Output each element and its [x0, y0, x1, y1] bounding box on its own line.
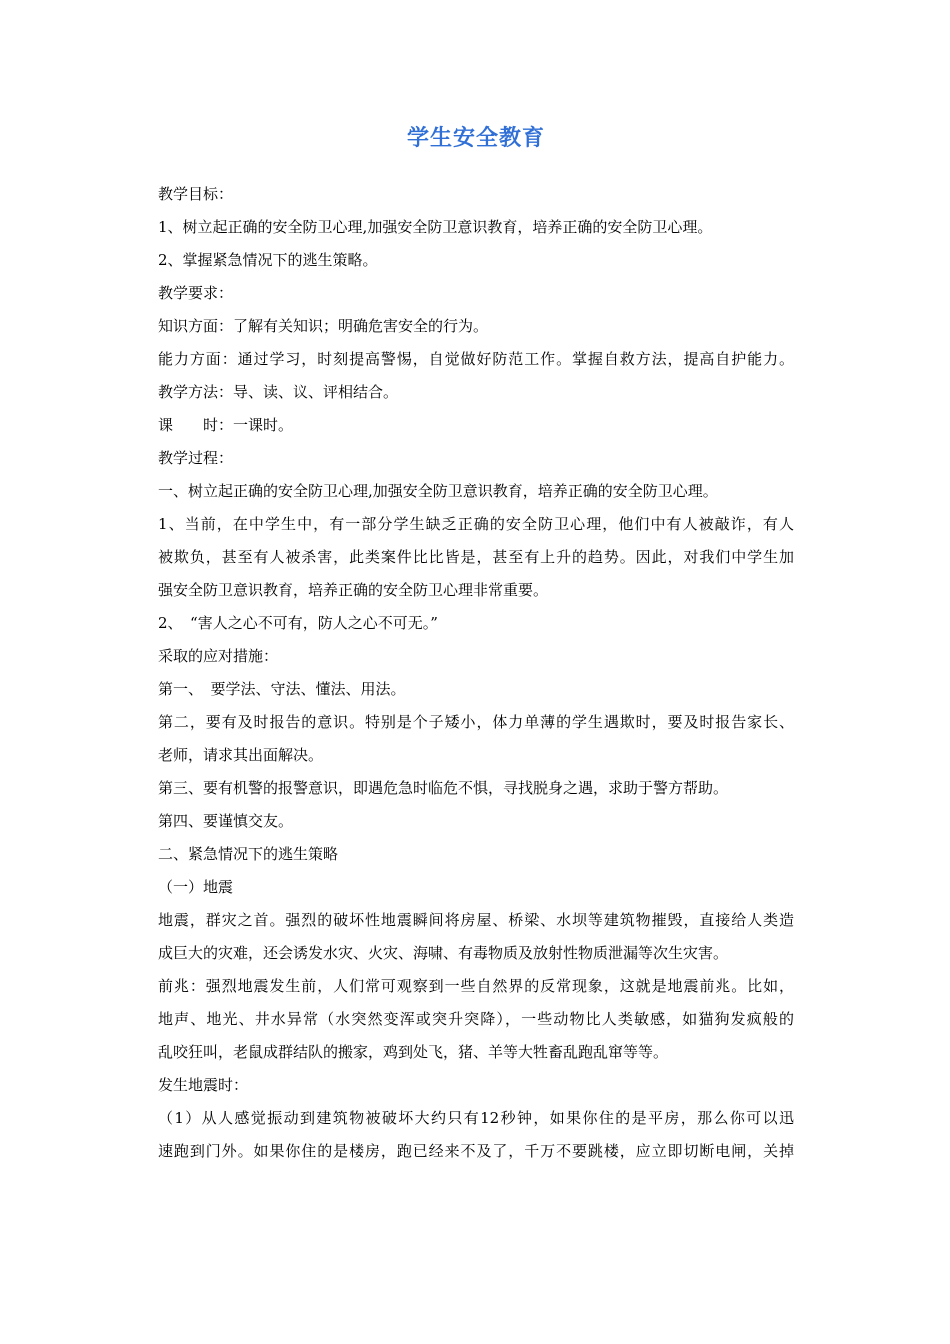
- paragraph-line: 教学方法：导、读、议、评相结合。: [158, 383, 399, 401]
- paragraph-line: 强安全防卫意识教育，培养正确的安全防卫心理非常重要。: [158, 581, 549, 599]
- paragraph-line: 地震，群灾之首。强烈的破坏性地震瞬间将房屋、桥梁、水坝等建筑物摧毁，直接给人类造: [158, 911, 794, 929]
- paragraph-line: 二、紧急情况下的逃生策略: [158, 845, 339, 863]
- paragraph-line: 前兆：强烈地震发生前，人们常可观察到一些自然界的反常现象，这就是地震前兆。比如，: [158, 977, 794, 995]
- paragraph-line: 第四、要谨慎交友。: [158, 812, 294, 830]
- paragraph-line: （一）地震: [158, 878, 234, 896]
- paragraph-line: 1、树立起正确的安全防卫心理,加强安全防卫意识教育，培养正确的安全防卫心理。: [158, 218, 713, 236]
- paragraph-line: 教学过程：: [158, 449, 234, 467]
- paragraph-line: 课 时：一课时。: [158, 416, 294, 434]
- paragraph-line: 一、树立起正确的安全防卫心理,加强安全防卫意识教育，培养正确的安全防卫心理。: [158, 482, 718, 500]
- paragraph-line: 地声、地光、井水异常（水突然变浑或突升突降），一些动物比人类敏感，如猫狗发疯般的: [158, 1010, 794, 1028]
- paragraph-line: 速跑到门外。如果你住的是楼房，跑已经来不及了，千万不要跳楼，应立即切断电闸，关掉: [158, 1142, 794, 1160]
- paragraph-line: （1）从人感觉振动到建筑物被破坏大约只有12秒钟，如果你住的是平房，那么你可以迅: [158, 1109, 794, 1127]
- paragraph-line: 教学要求：: [158, 284, 234, 302]
- paragraph-line: 第三、要有机警的报警意识，即遇危急时临危不惧，寻找脱身之遇，求助于警方帮助。: [158, 779, 729, 797]
- paragraph-line: 被欺负，甚至有人被杀害，此类案件比比皆是，甚至有上升的趋势。因此，对我们中学生加: [158, 548, 794, 566]
- paragraph-line: 老师，请求其出面解决。: [158, 746, 324, 764]
- paragraph-line: 2、 “害人之心不可有，防人之心不可无。”: [158, 614, 438, 632]
- paragraph-line: 采取的应对措施：: [158, 647, 279, 665]
- paragraph-line: 知识方面：了解有关知识；明确危害安全的行为。: [158, 317, 489, 335]
- document-body: [158, 178, 794, 1168]
- paragraph-line: 2、掌握紧急情况下的逃生策略。: [158, 251, 378, 269]
- paragraph-line: 第一、 要学法、守法、懂法、用法。: [158, 680, 406, 698]
- paragraph-line: 第二，要有及时报告的意识。特别是个子矮小，体力单薄的学生遇欺时，要及时报告家长、: [158, 713, 794, 731]
- paragraph-line: 能力方面：通过学习，时刻提高警惕，自觉做好防范工作。掌握自救方法，提高自护能力。: [158, 350, 794, 368]
- document-title: 学生安全教育: [406, 125, 545, 151]
- paragraph-line: 1、当前，在中学生中，有一部分学生缺乏正确的安全防卫心理，他们中有人被敲诈，有人: [158, 515, 794, 533]
- paragraph-line: 成巨大的灾难，还会诱发水灾、火灾、海啸、有毒物质及放射性物质泄漏等次生灾害。: [158, 944, 729, 962]
- paragraph-line: 教学目标：: [158, 185, 234, 203]
- paragraph-line: 乱咬狂叫，老鼠成群结队的搬家，鸡到处飞，猪、羊等大牲畜乱跑乱窜等等。: [158, 1043, 669, 1061]
- paragraph-line: 发生地震时：: [158, 1076, 249, 1094]
